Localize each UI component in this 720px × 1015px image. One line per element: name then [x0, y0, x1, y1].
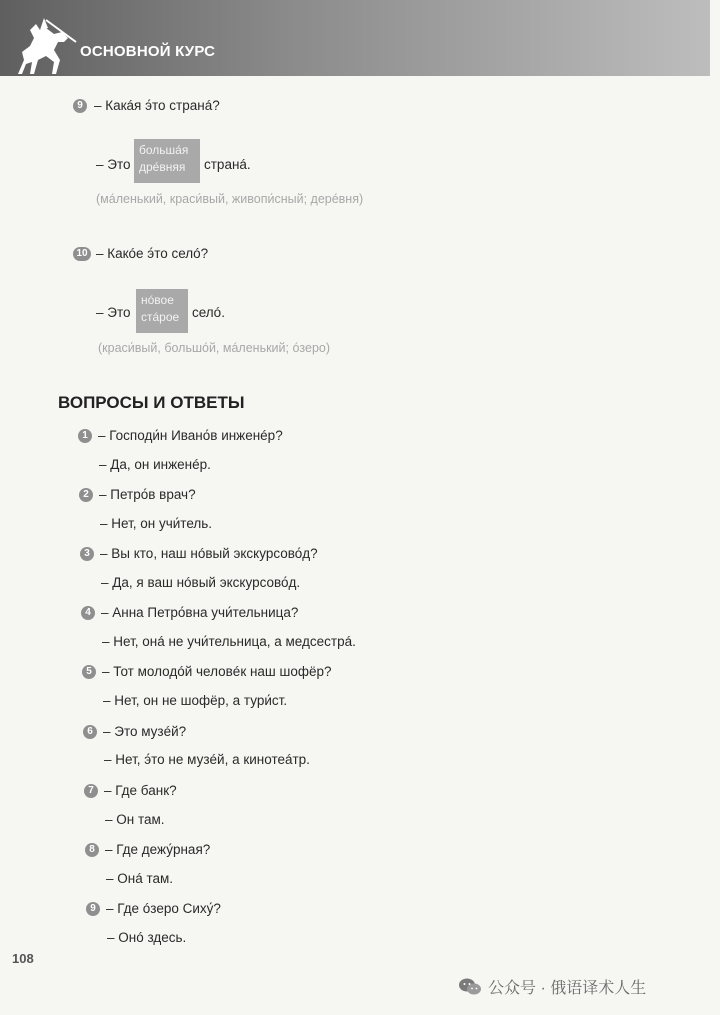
options-box	[134, 139, 200, 183]
options-box	[136, 289, 188, 333]
qa-question: – Вы кто, наш нóвый экскурсово́д?	[100, 546, 318, 561]
qa-answer: – Нет, он не шофёр, а тури́ст.	[103, 693, 288, 708]
qa-number-badge: 9	[86, 902, 100, 916]
answer-suffix: странá.	[204, 157, 251, 172]
qa-number-badge: 6	[83, 725, 97, 739]
qa-number-badge: 4	[81, 606, 95, 620]
option-word: больша́я	[139, 143, 189, 157]
qa-number-badge: 7	[84, 784, 98, 798]
exercise-hint: (мáленький, краси́вый, живопи́сный; дерéвня)	[96, 192, 364, 206]
qa-answer: – Онá там.	[106, 871, 174, 886]
answer-prefix: – Это	[96, 157, 131, 172]
qa-question: – Анна Петро́вна учи́тельница?	[101, 605, 299, 620]
qa-question: – Где óзеро Сиху́?	[106, 901, 221, 916]
qa-answer: – Онó здесь.	[107, 930, 187, 945]
page-number: 108	[12, 951, 34, 966]
qa-number-badge: 5	[82, 665, 96, 679]
qa-answer: – Да, я ваш нóвый экскурсово́д.	[101, 575, 301, 590]
qa-question: – Где дежу́рная?	[105, 842, 211, 857]
exercise-hint: (краси́вый, большóй, мáленький; óзеро)	[98, 341, 331, 355]
qa-answer: – Да, он инженéр.	[99, 457, 211, 472]
exercise-question: – Какóе э́то селó?	[96, 246, 209, 261]
qa-answer: – Нет, э́то не музéй, а кинотеáтр.	[104, 752, 310, 767]
wechat-icon	[458, 977, 482, 997]
qa-number-badge: 2	[79, 488, 93, 502]
answer-suffix: селó.	[192, 305, 225, 320]
qa-question: – Где банк?	[104, 783, 177, 798]
qa-number-badge: 3	[80, 547, 94, 561]
qa-question: – Это музéй?	[103, 724, 187, 739]
option-word: нóвое	[141, 293, 174, 307]
option-word: дре́вняя	[139, 160, 186, 174]
qa-answer: – Нет, онá не учи́тельница, а медсестрá.	[102, 634, 356, 649]
qa-number-badge: 8	[85, 843, 99, 857]
header-band	[0, 0, 710, 76]
qa-question: – Петро́в врач?	[99, 487, 196, 502]
qa-question: – Господи́н Ивано́в инженéр?	[98, 428, 283, 443]
header-title: ОСНОВНОЙ КУРС	[80, 43, 216, 60]
exercise-question: – Какáя э́то странá?	[94, 98, 220, 113]
exercise-number-badge: 9	[73, 99, 87, 113]
qa-answer: – Он там.	[105, 812, 165, 827]
qa-number-badge: 1	[78, 429, 92, 443]
option-word: стáрое	[141, 310, 180, 324]
answer-prefix: – Это	[96, 305, 131, 320]
qa-answer: – Нет, он учи́тель.	[100, 516, 213, 531]
exercise-number-badge: 10	[73, 247, 91, 261]
watermark-text: 公众号 · 俄语译术人生	[488, 980, 647, 997]
section-title: ВОПРОСЫ И ОТВЕТЫ	[58, 393, 245, 412]
qa-question: – Тот молодóй человéк наш шофёр?	[102, 664, 332, 679]
watermark	[458, 975, 646, 998]
horse-rider-logo-icon	[10, 16, 80, 78]
